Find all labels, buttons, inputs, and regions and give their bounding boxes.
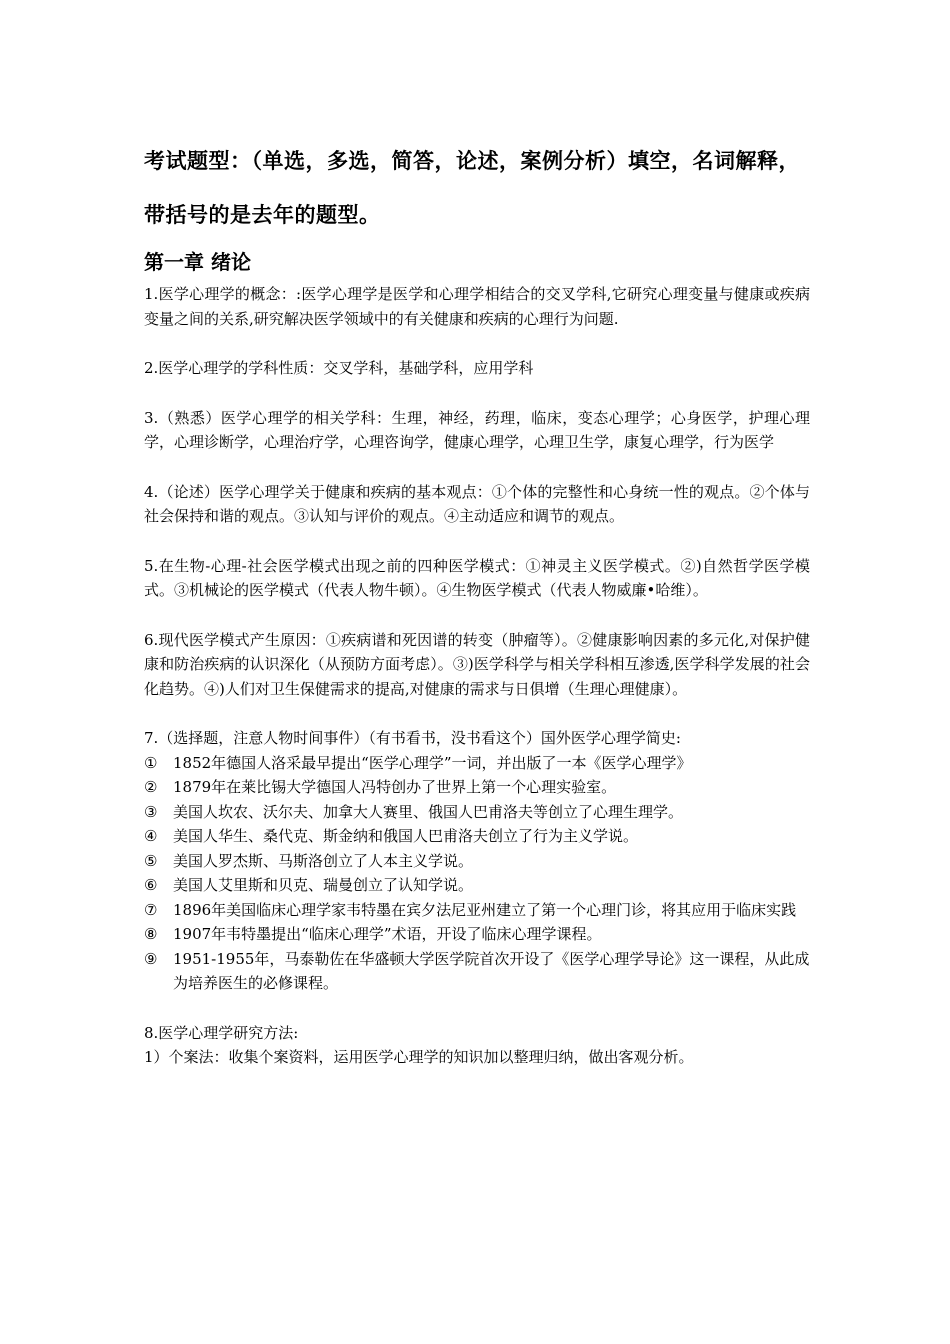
list-item [144,824,810,849]
list-item-number: ② [144,778,158,796]
list-item [144,849,810,874]
list-item-number: ⑨ [144,949,158,968]
list-item-text: 1951-1955年，马泰勒佐在华盛顿大学医学院首次开设了《医学心理学导论》这一课程，从此成为培养医生的必修课程。 [173,949,810,992]
methods-case-study: 1）个案法：收集个案资料，运用医学心理学的知识加以整理归纳，做出客观分析。 [144,1048,694,1066]
list-item-number: ③ [144,802,158,821]
list-item-text: 美国人艾里斯和贝克、瑞曼创立了认知学说。 [173,876,474,894]
list-item-number: ④ [144,827,158,845]
methods-title: 8.医学心理学研究方法: [144,1023,299,1042]
list-item-text: 1896年美国临床心理学家韦特墨在宾夕法尼亚州建立了第一个心理门诊，将其应用于临床实践 [173,900,797,919]
list-item-text: 1879年在莱比锡大学德国人冯特创办了世界上第一个心理实验室。 [173,778,617,796]
list-item-text: 1852年德国人洛采最早提出“医学心理学”一词，并出版了一本《医学心理学》 [173,753,692,772]
list-item-text: 美国人华生、桑代克、斯金纳和俄国人巴甫洛夫创立了行为主义学说。 [173,827,639,845]
history-list [144,751,810,996]
paragraph-discipline-nature: 2.医学心理学的学科性质：交叉学科，基础学科，应用学科 [144,359,534,377]
list-item [144,898,810,923]
list-item-text: 美国人罗杰斯、马斯洛创立了人本主义学说。 [173,851,474,870]
list-item [144,922,810,947]
list-item [144,775,810,800]
list-item-number: ⑦ [144,900,158,919]
list-item [144,751,810,776]
list-item-text: 美国人坎农、沃尔夫、加拿大人赛里、俄国人巴甫洛夫等创立了心理生理学。 [173,802,684,821]
history-title: 7.（选择题，注意人物时间事件）（有书看书，没书看这个）国外医学心理学简史: [144,729,681,747]
exam-format-heading: 考试题型：（单选，多选，简答，论述，案例分析）填空，名词解释，带括号的是去年的题型。 [144,149,800,227]
list-item-number: ① [144,753,158,772]
list-item-number: ⑧ [144,925,158,943]
paragraph-medical-models: 5.在生物-心理-社会医学模式出现之前的四种医学模式：①神灵主义医学模式。②)自然哲学医学模式。③机械论的医学模式（代表人物牛顿）。④生物医学模式（代表人物威廉•哈维）。 [144,556,810,599]
list-item [144,947,810,996]
paragraph-modern-model-causes: 6.现代医学模式产生原因：①疾病谱和死因谱的转变（肿瘤等）。②健康影响因素的多元化,对保护健康和防治疾病的认识深化（从预防方面考虑）。③)医学科学与相关学科相互渗透,医学科学发展的社会化趋势。④)人们对卫生保健需求的提高,对健康的需求与日俱增（生理心理健康）。 [144,630,810,698]
chapter-title: 第一章 绪论 [144,250,251,274]
list-item-text: 1907年韦特墨提出“临床心理学”术语，开设了临床心理学课程。 [173,925,602,943]
list-item-number: ⑤ [144,851,158,870]
list-item [144,873,810,898]
paragraph-basic-viewpoints: 4.（论述）医学心理学关于健康和疾病的基本观点：①个体的完整性和心身统一性的观点。②个体与社会保持和谐的观点。③认知与评价的观点。④主动适应和调节的观点。 [144,482,810,525]
paragraph-concept: 1.医学心理学的概念：:医学心理学是医学和心理学相结合的交叉学科,它研究心理变量与健康或疾病变量之间的关系,研究解决医学领域中的有关健康和疾病的心理行为问题. [144,285,810,328]
list-item [144,800,810,825]
paragraph-related-disciplines: 3.（熟悉）医学心理学的相关学科：生理，神经，药理，临床，变态心理学；心身医学，护理心理学，心理诊断学，心理治疗学，心理咨询学，健康心理学，心理卫生学，康复心理学，行为医学 [144,408,810,451]
list-item-number: ⑥ [144,876,158,894]
